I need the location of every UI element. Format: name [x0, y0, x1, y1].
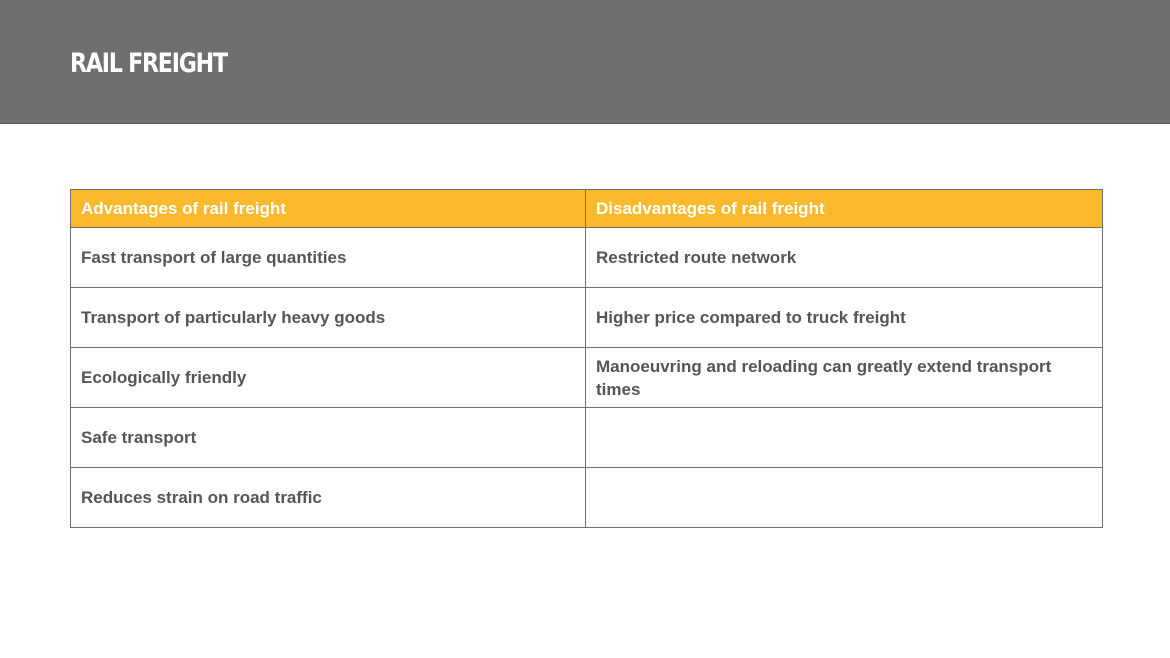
advantage-cell: Safe transport	[71, 408, 586, 468]
advantage-cell: Ecologically friendly	[71, 348, 586, 408]
advantage-cell: Fast transport of large quantities	[71, 228, 586, 288]
disadvantages-column-header: Disadvantages of rail freight	[586, 190, 1103, 228]
table-row	[71, 408, 1103, 468]
disadvantage-cell: Higher price compared to truck freight	[586, 288, 1103, 348]
advantage-cell: Reduces strain on road traffic	[71, 468, 586, 528]
table-header-row	[71, 190, 1103, 228]
title-banner	[0, 0, 1170, 124]
disadvantage-cell	[586, 468, 1103, 528]
table-row	[71, 348, 1103, 408]
advantage-cell: Transport of particularly heavy goods	[71, 288, 586, 348]
table-row	[71, 468, 1103, 528]
table-row	[71, 288, 1103, 348]
disadvantage-cell: Manoeuvring and reloading can greatly extend transport times	[586, 348, 1103, 408]
page-title: RAIL FREIGHT	[70, 48, 227, 79]
disadvantage-cell: Restricted route network	[586, 228, 1103, 288]
disadvantage-cell	[586, 408, 1103, 468]
advantages-column-header: Advantages of rail freight	[71, 190, 586, 228]
table-row	[71, 228, 1103, 288]
rail-freight-comparison-table	[70, 189, 1103, 528]
